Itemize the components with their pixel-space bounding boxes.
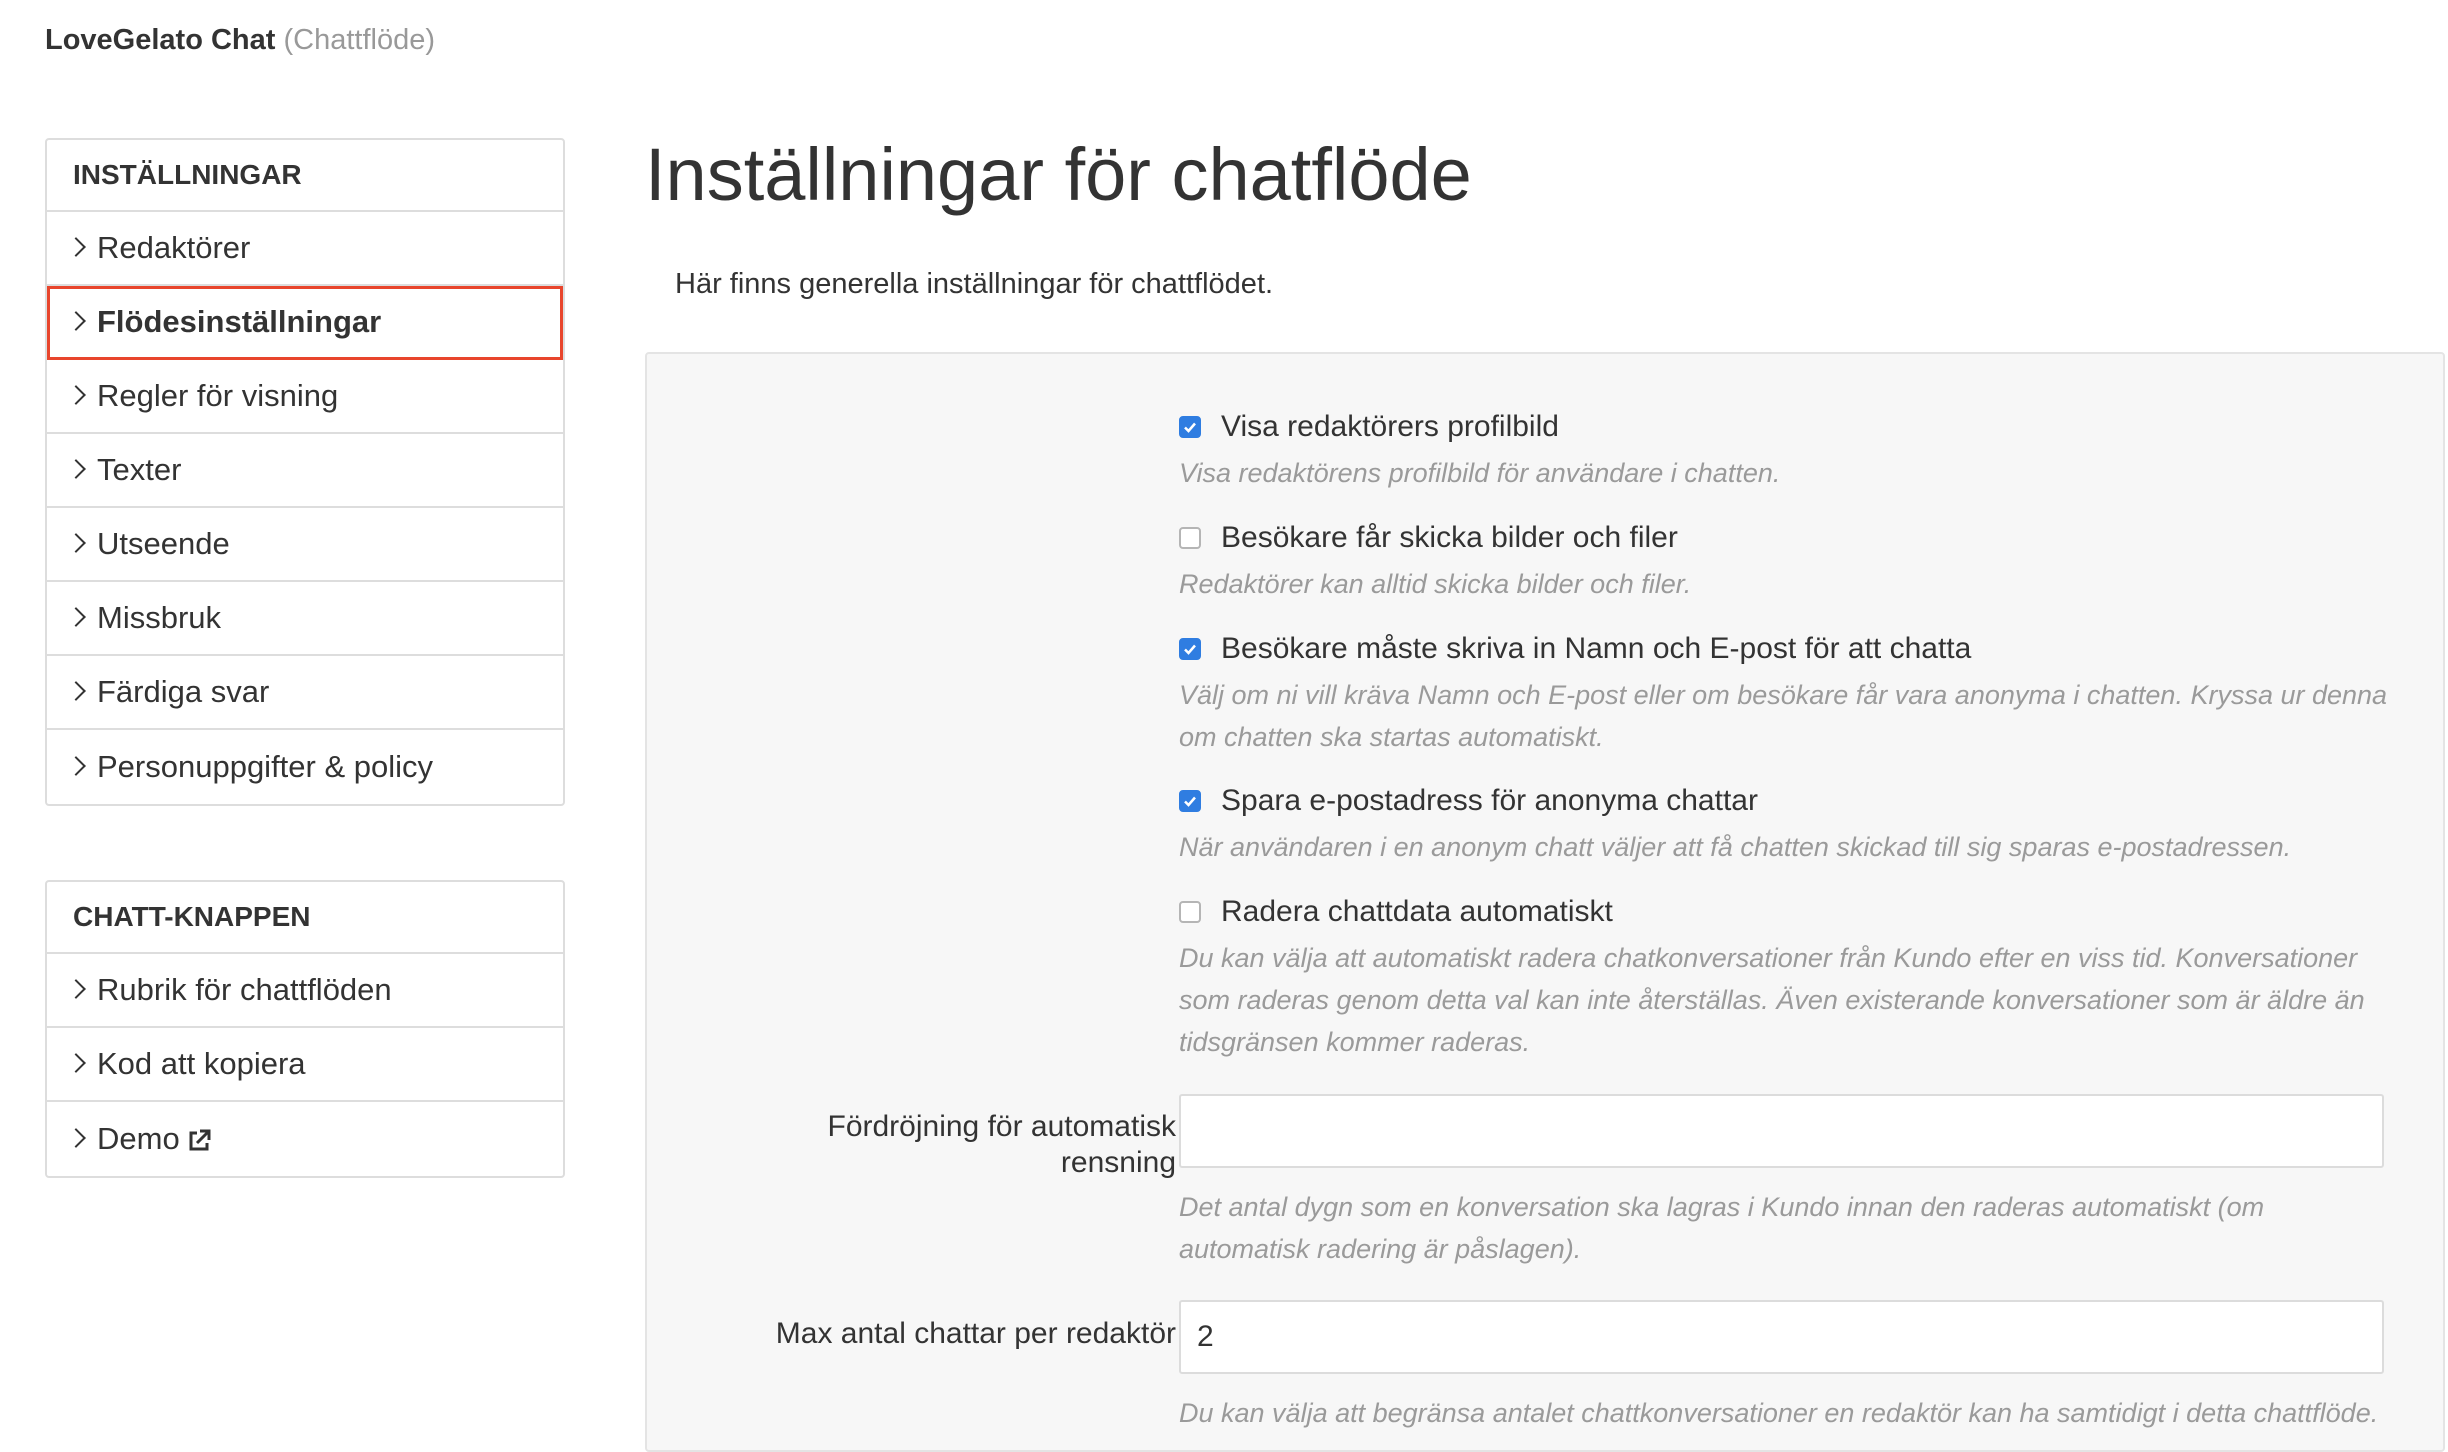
auto-clean-delay-input[interactable] [1179,1094,2384,1168]
checkbox-checked-icon[interactable] [1179,416,1201,438]
max-chats-per-editor-input[interactable]: 2 [1179,1300,2384,1374]
chevron-right-icon [66,756,86,776]
sidebar-item-abuse[interactable] [47,582,563,656]
checkbox-label: Besökare måste skriva in Namn och E-post för att chatta [1221,632,1972,665]
sidebar-item-flow-heading[interactable] [47,954,563,1028]
sidebar-item-label: Flödesinställningar [97,304,382,339]
app-name: LoveGelato Chat [45,24,276,56]
help-text: Du kan välja att automatiskt radera chatkonversationer från Kundo efter en viss tid. Konversationer som raderas genom detta val kan inte återställas. Även existerande konversationer som är äldre än tidsgränsen kommer raderas. [1179,943,2365,1057]
checkbox-unchecked-icon[interactable] [1179,901,1201,923]
chevron-right-icon [66,681,86,701]
sidebar-item-label: Regler för visning [97,378,339,413]
checkbox-label: Radera chattdata automatiskt [1221,895,1613,928]
sidebar-item-label: Kod att kopiera [97,1046,306,1081]
sidebar-item-label: Texter [97,452,182,487]
field-label-max-chats: Max antal chattar per redaktör [775,1317,1176,1350]
sidebar-item-texts[interactable] [47,434,563,508]
sidebar-chat-button [45,880,565,1178]
sidebar-item-label: Redaktörer [97,230,251,265]
help-text: Redaktörer kan alltid skicka bilder och filer. [1179,569,1692,599]
sidebar-item-label: Utseende [97,526,230,561]
sidebar-item-copy-code[interactable] [47,1028,563,1102]
page-title: Inställningar för chatflöde [645,133,1472,216]
help-text: När användaren i en anonym chatt väljer att få chatten skickad till sig sparas e-postadressen. [1179,832,2292,862]
external-link-icon [186,1126,212,1152]
chevron-right-icon [66,1128,86,1148]
checkbox-unchecked-icon[interactable] [1179,527,1201,549]
sidebar [45,138,565,806]
page-description: Här finns generella inställningar för chattflödet. [675,268,1274,300]
sidebar-item-label: Personuppgifter & policy [97,749,434,784]
checkbox-show-profile-picture[interactable] [1179,410,1559,444]
sidebar-item-canned-replies[interactable] [47,656,563,730]
sidebar-item-display-rules[interactable] [47,360,563,434]
checkbox-checked-icon[interactable] [1179,638,1201,660]
sidebar-item-privacy-policy[interactable] [47,730,563,804]
chevron-right-icon [66,311,86,331]
chat-button-panel [45,880,565,1178]
app-subtitle: (Chattflöde) [283,24,436,56]
sidebar-item-label: Demo [97,1121,180,1156]
settings-panel [45,138,565,806]
chat-button-heading: CHATT-KNAPPEN [47,882,563,954]
help-text: Visa redaktörens profilbild för användare i chatten. [1179,458,1781,488]
chevron-right-icon [66,533,86,553]
checkbox-save-anonymous-email[interactable] [1179,784,1758,818]
chevron-right-icon [66,237,86,257]
help-text: Det antal dygn som en konversation ska lagras i Kundo innan den raderas automatiskt (om automatisk radering är påslagen). [1179,1192,2265,1264]
checkbox-auto-delete-chat-data[interactable] [1179,895,1613,929]
chevron-right-icon [66,1053,86,1073]
help-text: Välj om ni vill kräva Namn och E-post eller om besökare får vara anonyma i chatten. Kryssa ur denna om chatten ska startas automatiskt. [1179,680,2388,752]
sidebar-item-appearance[interactable] [47,508,563,582]
sidebar-item-label: Missbruk [97,600,222,635]
checkbox-checked-icon[interactable] [1179,790,1201,812]
sidebar-item-editors[interactable] [47,212,563,286]
sidebar-item-demo[interactable] [47,1102,563,1176]
checkbox-label: Visa redaktörers profilbild [1221,410,1559,443]
sidebar-item-flow-settings[interactable] [47,286,563,360]
checkbox-label: Spara e-postadress för anonyma chattar [1221,784,1758,817]
app-header [45,20,435,60]
chevron-right-icon [66,385,86,405]
checkbox-label: Besökare får skicka bilder och filer [1221,521,1678,554]
sidebar-item-label: Färdiga svar [97,674,270,709]
chevron-right-icon [66,607,86,627]
chevron-right-icon [66,459,86,479]
chevron-right-icon [66,979,86,999]
settings-heading: INSTÄLLNINGAR [47,140,563,212]
sidebar-item-label: Rubrik för chattflöden [97,972,392,1007]
checkbox-visitors-send-files[interactable] [1179,521,1678,555]
field-label-auto-clean-delay: Fördröjning för automatisk rensning [827,1110,1176,1179]
checkbox-require-name-email[interactable] [1179,632,1971,666]
help-text: Du kan välja att begränsa antalet chattkonversationer en redaktör kan ha samtidigt i detta chattflöde. [1179,1398,2379,1428]
settings-form [645,352,2445,1452]
